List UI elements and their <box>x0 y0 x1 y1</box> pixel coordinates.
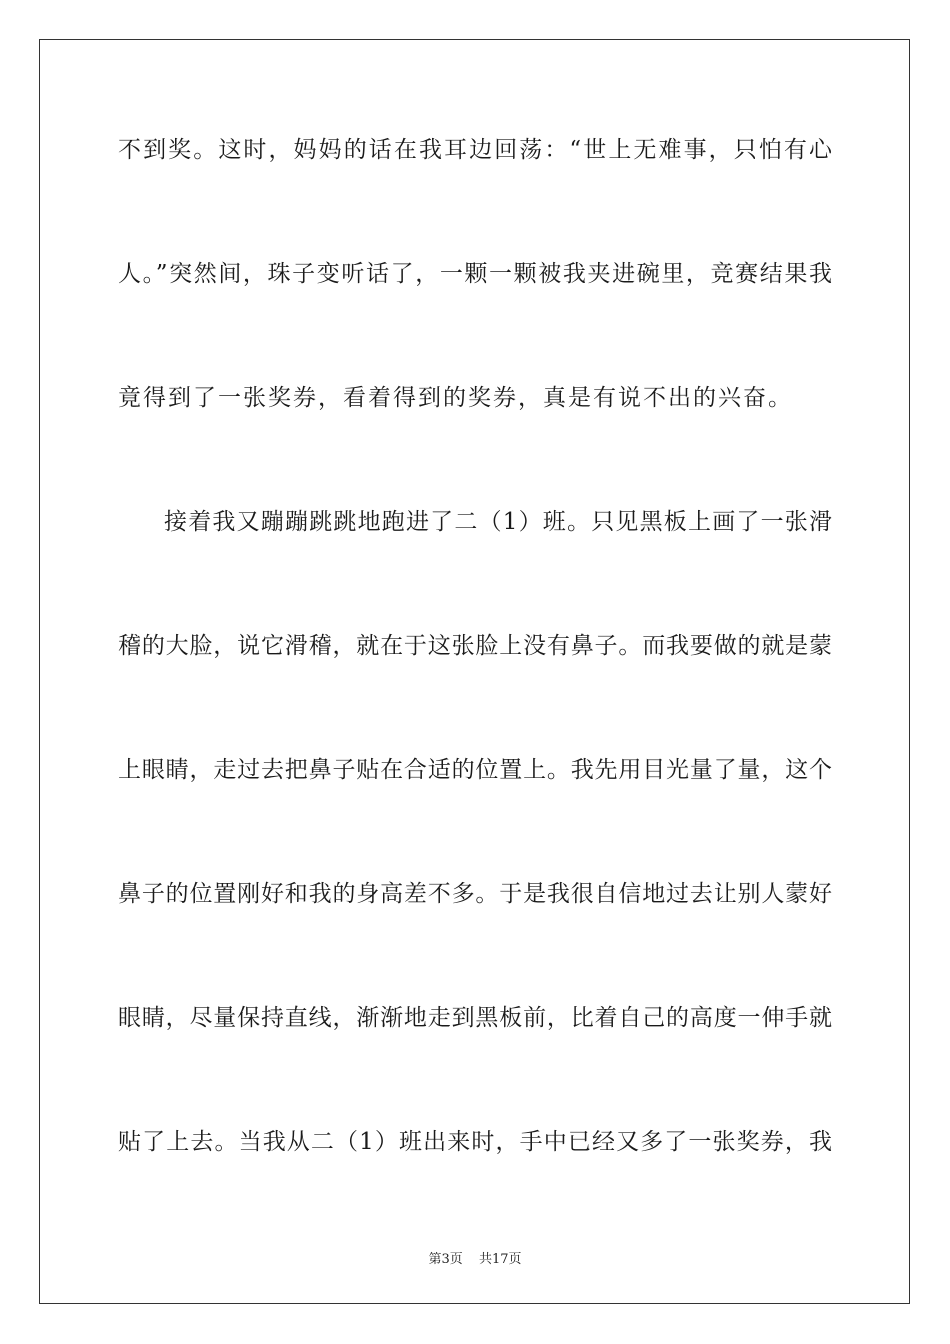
text-line-6: 上眼睛，走过去把鼻子贴在合适的位置上。我先用目光量了量，这个 <box>118 757 832 783</box>
page-footer <box>0 1248 950 1267</box>
text-line-3: 竟得到了一张奖券，看着得到的奖券，真是有说不出的兴奋。 <box>118 385 793 411</box>
text-line-9: 贴了上去。当我从二（1）班出来时，手中已经又多了一张奖券，我 <box>118 1129 832 1155</box>
text-line-8: 眼睛，尽量保持直线，渐渐地走到黑板前，比着自己的高度一伸手就 <box>118 1005 832 1031</box>
text-line-7: 鼻子的位置刚好和我的身高差不多。于是我很自信地过去让别人蒙好 <box>118 881 832 907</box>
page-number: 第3页 <box>428 1252 463 1267</box>
text-line-1: 不到奖。这时，妈妈的话在我耳边回荡：“世上无难事，只怕有心 <box>118 137 832 163</box>
text-line-5: 稽的大脸，说它滑稽，就在于这张脸上没有鼻子。而我要做的就是蒙 <box>118 633 832 659</box>
page-total: 共17页 <box>478 1252 522 1267</box>
text-line-4: 接着我又蹦蹦跳跳地跑进了二（1）班。只见黑板上画了一张滑 <box>164 509 832 535</box>
page-border <box>39 39 910 1304</box>
text-line-2: 人。”突然间，珠子变听话了，一颗一颗被我夹进碗里，竞赛结果我 <box>118 261 832 287</box>
